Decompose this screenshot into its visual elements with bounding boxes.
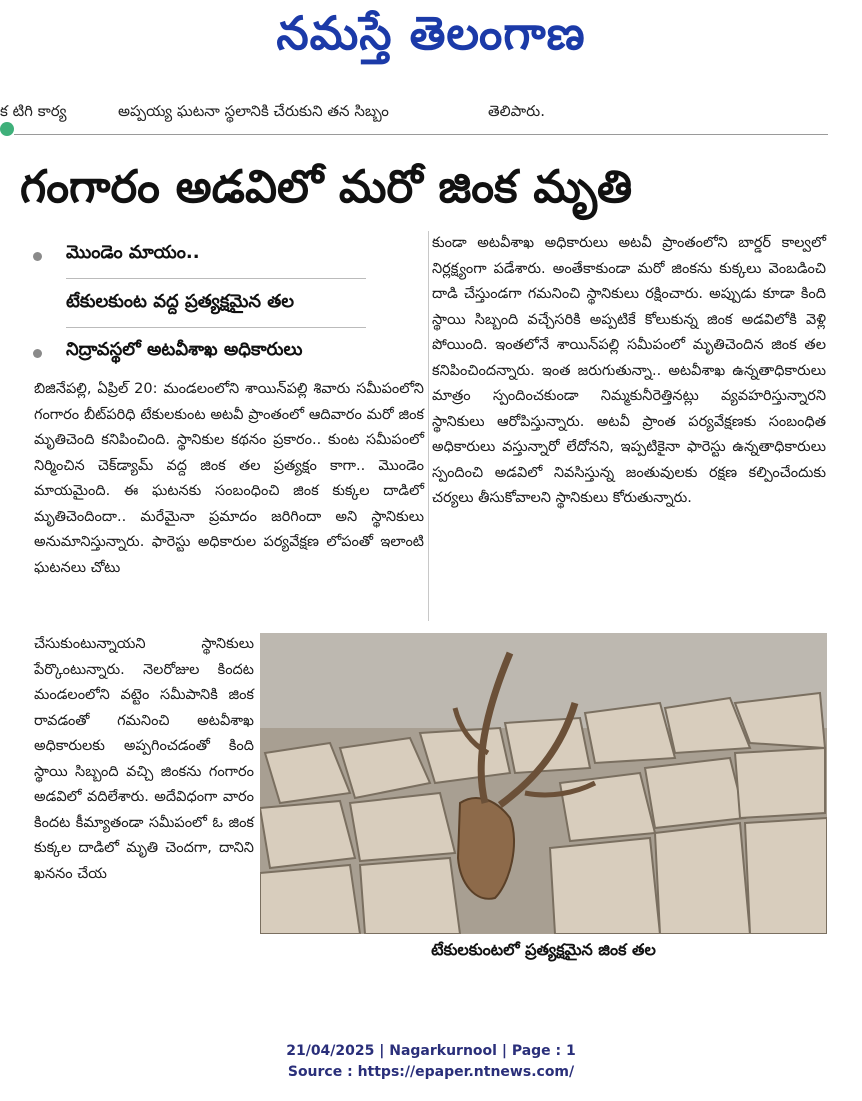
subhead-divider xyxy=(66,327,366,328)
article-body-right: కుండా అటవీశాఖ అధికారులు అటవీ ప్రాంతంలోని బార్డర్ కాల్వలో నిర్లక్ష్యంగా పడేశారు. అంతేకాకుండా మరో జింకను కుక్కలు వెంబడించి దాడి చేస్తుండగా గమనించి స్థానికులు రక్షించారు. అప్పుడు కూడా కింది స్థాయి సిబ్బంది వచ్చేసరికి అప్పటికే కోలుకున్న జింక అడవిలోకి వెళ్లి పోయింది. ఇంతలోనే శాయిన్‌పల్లి సమీపంలో మృతిచెందిన జింక తల కనిపించిందన్నారు. ఇంత జరుగుతున్నా.. అటవీశాఖ ఉన్నతాధికారులు మాత్రం స్పందించకుండా నిమ్మకునీరెత్తినట్లు వ్యవహరిస్తున్నారని స్థానికులు ఆరోపిస్తున్నారు. అటవీ ప్రాంత పర్యవేక్షణకు సంబంధిత అధికారులు వస్తున్నారో లేదోనని, ఇప్పటికైనా ఫారెస్టు ఉన్నతాధికారులు స్పందించి అడవిలో నివసిస్తున్న జంతువులకు రక్షణ కల్పించేందుకు చర్యలు తీసుకోవాలని స్థానికులు కోరుతున్నారు. xyxy=(432,235,826,506)
green-bullet-icon xyxy=(0,122,14,136)
column-divider xyxy=(428,231,429,621)
previous-article-strip xyxy=(0,100,862,126)
rocks-illustration xyxy=(260,633,827,934)
newspaper-masthead: నమస్తే తెలంగాణ xyxy=(276,6,586,60)
bullet-dot-icon xyxy=(33,252,42,261)
footer-date-edition: 21/04/2025 | Nagarkurnool | Page : 1 xyxy=(286,1043,576,1059)
subhead-2: టేకులకుంట వద్ద ప్రత్యక్షమైన తల xyxy=(66,291,295,312)
strip-text-left: క టిగి కార్య xyxy=(0,102,67,120)
article-body-left-narrow: చేసుకుంటున్నాయని స్థానికులు పేర్కొంటున్నారు. నెలరోజుల కిందట మండలంలోని వట్టెం సమీపానికి జింక రావడంతో గమనించి అటవీశాఖ అధికారులకు అప్పగించడంతో కింది స్థాయి సిబ్బంది వచ్చి జింకను గంగారం అడవిలో వదిలేశారు. అదేవిధంగా వారం కిందట కీమ్యాతండా సమీపంలో ఓ జింక కుక్కల దాడిలో మృతి చెందగా, దానిని ఖననం చేయ xyxy=(34,636,254,882)
article-body-left: బిజినేపల్లి, ఏప్రిల్ 20: మండలంలోని శాయిన్‌పల్లి శివారు సమీపంలోని గంగారం బీట్‌పరిధి టేకులకుంట అటవీ ప్రాంతంలో ఆదివారం మరో జింక మృతిచెంది కనిపించింది. స్థానికుల కథనం ప్రకారం.. కుంట సమీపంలో నిర్మించిన చెక్‌డ్యామ్ వద్ద జింక తల ప్రత్యక్షం కాగా.. మొండెం మాయమైంది. ఈ ఘటనకు సంబంధించి జింక కుక్కల దాడిలో మృతిచెందిందా.. మరేమైనా ప్రమాదం జరిగిందా అని స్థానికులు అనుమానిస్తున్నారు. ఫారెస్టు అధికారుల పర్యవేక్షణ లోపంతో ఇలాంటి ఘటనలు చోటు xyxy=(34,381,424,576)
footer-source: Source : https://epaper.ntnews.com/ xyxy=(287,1064,575,1080)
subhead-1: మొండెం మాయం.. xyxy=(66,242,200,263)
strip-text-center: అప్పయ్య ఘటనా స్థలానికి చేరుకుని తన సిబ్బం xyxy=(118,102,389,120)
subhead-3: నిద్రావస్థలో అటవీశాఖ అధికారులు xyxy=(66,339,303,360)
subhead-divider xyxy=(66,278,366,279)
photo-caption: టేకులకుంటలో ప్రత్యక్షమైన జింక తల xyxy=(431,940,656,959)
top-divider xyxy=(14,134,828,135)
article-headline: గంగారం అడవిలో మరో జింక మృతి xyxy=(20,160,633,213)
strip-text-right: తెలిపారు. xyxy=(488,102,545,120)
bullet-dot-icon xyxy=(33,349,42,358)
deer-head-photo xyxy=(260,633,827,934)
